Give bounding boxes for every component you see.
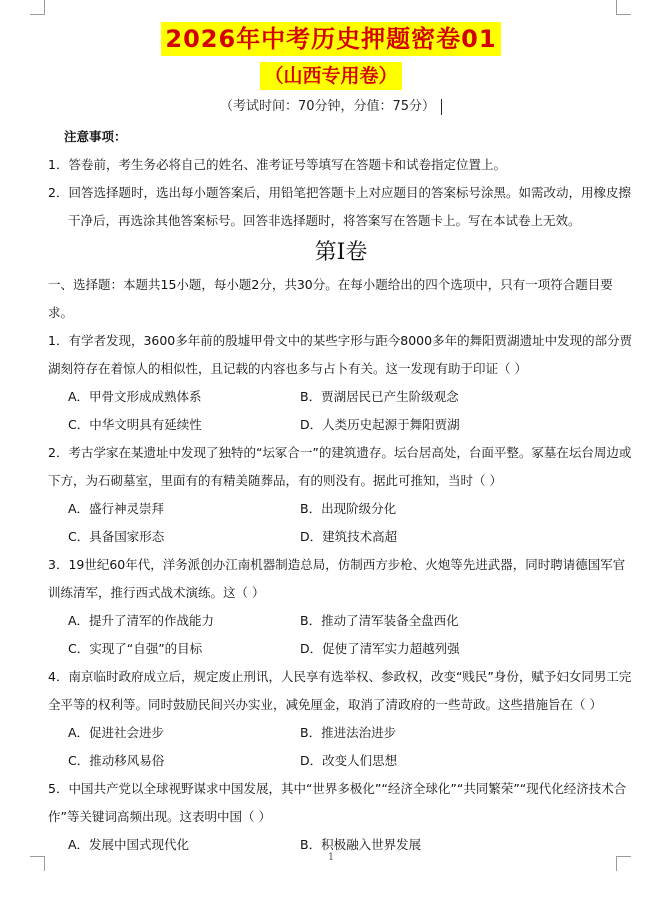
document-body [48, 124, 634, 859]
exam-info [0, 97, 662, 117]
question-4-options [68, 719, 634, 747]
document-subtitle: （山西专用卷） [260, 62, 401, 90]
document-title: 2026年中考历史押题密卷01 [161, 22, 500, 56]
text-cursor [441, 99, 442, 115]
notice-item-2: 2．回答选择题时，选出每小题答案后，用铅笔把答题卡上对应题目的答案标号涂黑。如需改动，用橡皮擦干净后，再选涂其他答案标号。回答非选择题时，将答案写在答题卡上。写在本试卷上无效。 [48, 185, 631, 228]
question-2-option-b: B．出现阶级分化 [300, 501, 397, 516]
question-3-options-row-2 [68, 635, 634, 663]
question-4-option-b: B．推进法治进步 [300, 725, 397, 740]
question-5-option-a: A．发展中国式现代化 [68, 837, 190, 852]
crop-mark-top-left [30, 0, 45, 15]
question-3-option-d: D．促使了清军实力超越列强 [300, 641, 460, 656]
question-2-option-a: A．盛行神灵崇拜 [68, 501, 165, 516]
question-5-option-b: B．积极融入世界发展 [300, 837, 422, 852]
page-number: 1 [327, 852, 335, 863]
exam-info-text: （考试时间：70分钟，分值：75分） [219, 99, 436, 114]
question-5-stem: 5．中国共产党以全球视野谋求中国发展，其中“世界多极化”“经济全球化”“共同繁荣”“现代化经济技术合作”等关键词高频出现。这表明中国（ ） [48, 781, 627, 824]
part-title: 第Ⅰ卷 [314, 240, 368, 265]
question-2-option-d: D．建筑技术高超 [300, 529, 398, 544]
question-4-option-a: A．促进社会进步 [68, 725, 165, 740]
question-3-option-c: C．实现了“自强”的目标 [68, 641, 203, 656]
question-1-option-b: B．贾湖居民已产生阶级观念 [300, 389, 459, 404]
question-1-stem: 1．有学者发现，3600多年前的殷墟甲骨文中的某些字形与距今8000多年的舞阳贾湖遗址中发现的部分贾湖刻符存在着惊人的相似性，且记载的内容也多与占卜有关。这一发现有助于印证（ ） [48, 333, 633, 376]
question-1-option-d: D．人类历史起源于舞阳贾湖 [300, 417, 460, 432]
question-2-option-c: C．具备国家形态 [68, 529, 165, 544]
question-3-option-b: B．推动了清军装备全盘西化 [300, 613, 459, 628]
question-1-options-row-2 [68, 411, 634, 439]
question-3-stem: 3．19世纪60年代，洋务派创办江南机器制造总局，仿制西方步枪、火炮等先进武器，同时聘请德国军官训练清军，推行西式战术演练。这（ ） [48, 557, 626, 600]
question-2-options [68, 495, 634, 523]
question-4-stem: 4．南京临时政府成立后，规定废止刑讯，人民享有选举权、参政权，改变“贱民”身份，赋予妇女同男工完全平等的权利等。同时鼓励民间兴办实业，减免厘金，取消了清政府的一些苛政。这些措施旨在（ ） [48, 669, 632, 712]
question-4-options-row-2 [68, 747, 634, 775]
question-2-stem: 2．考古学家在某遗址中发现了独特的“坛冢合一”的建筑遗存。坛台居高处，台面平整。冢墓在坛台周边或下方，为石砌墓室，里面有的有精美随葬品，有的则没有。据此可推知，当时（ ） [48, 445, 632, 488]
title-container [0, 22, 662, 56]
section-intro: 一、选择题：本题共15小题，每小题2分，共30分。在每小题给出的四个选项中，只有一项符合题目要求。 [48, 277, 613, 320]
subtitle-container [0, 62, 662, 90]
question-1-options [68, 383, 634, 411]
question-2-options-row-2 [68, 523, 634, 551]
question-3-option-a: A．提升了清军的作战能力 [68, 613, 215, 628]
crop-mark-top-right [616, 0, 631, 15]
question-4-option-d: D．改变人们思想 [300, 753, 398, 768]
question-3-options [68, 607, 634, 635]
question-1-option-a: A．甲骨文形成成熟体系 [68, 389, 202, 404]
question-1-option-c: C．中华文明具有延续性 [68, 417, 202, 432]
notice-item-1: 1．答卷前，考生务必将自己的姓名、准考证号等填写在答题卡和试卷指定位置上。 [48, 157, 506, 172]
question-4-option-c: C．推动移风易俗 [68, 753, 165, 768]
notice-title: 注意事项： [64, 129, 127, 144]
